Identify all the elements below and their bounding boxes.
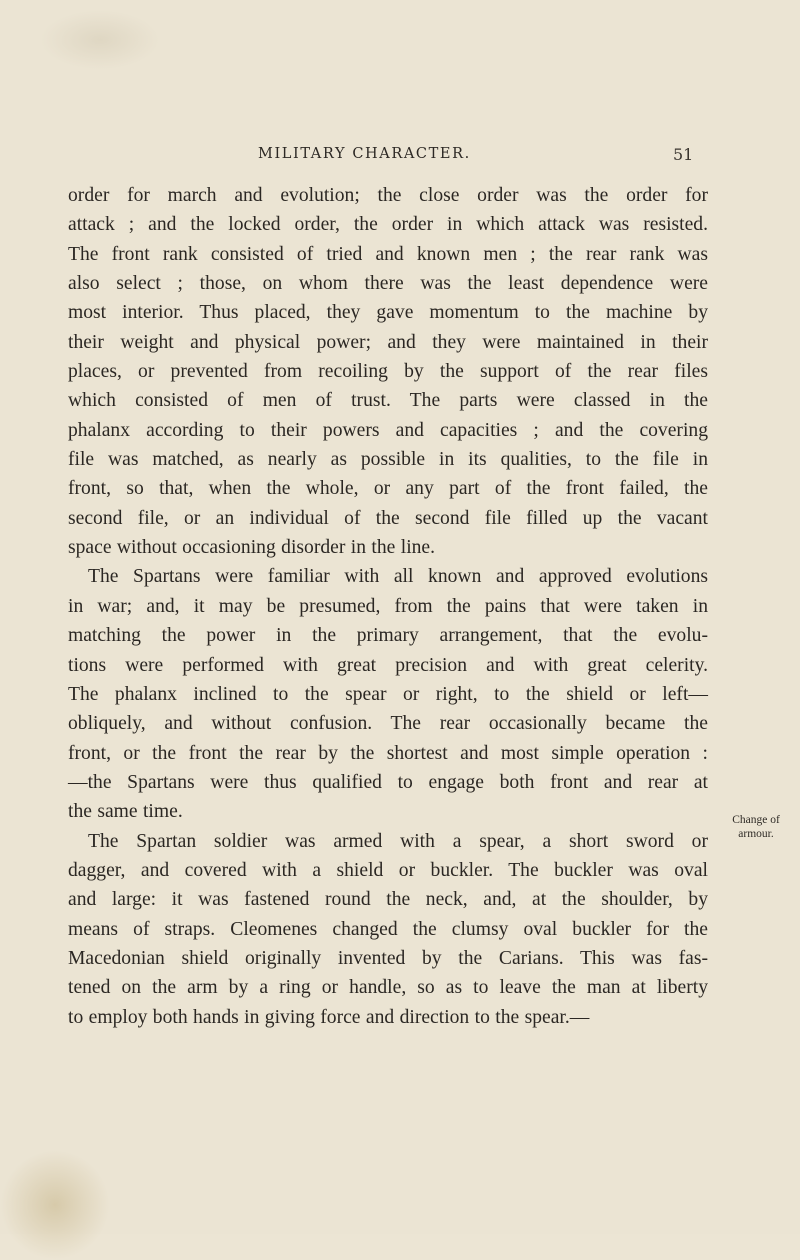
text-line: obliquely, and without confusion. The rear occasionally became the bbox=[68, 713, 708, 735]
text-line: to employ both hands in giving force and direction to the spear.— bbox=[68, 1006, 590, 1028]
text-line: their weight and physical power; and they were maintained in their bbox=[68, 331, 708, 353]
paper-stain-bottom-left bbox=[0, 1150, 110, 1260]
text-line: which consisted of men of trust. The parts were classed in the bbox=[68, 390, 708, 412]
text-line: also select ; those, on whom there was the least dependence were bbox=[68, 273, 708, 295]
text-line: The phalanx inclined to the spear or right, to the shield or left— bbox=[68, 683, 708, 705]
text-line: tions were performed with great precision and with great celerity. bbox=[68, 654, 708, 676]
text-line: attack ; and the locked order, the order in which attack was resisted. bbox=[68, 214, 708, 236]
text-line: tened on the arm by a ring or handle, so as to leave the man at liberty bbox=[68, 977, 708, 999]
text-line: space without occasioning disorder in the line. bbox=[68, 537, 436, 559]
margin-note-line: armour. bbox=[738, 828, 774, 840]
text-line: phalanx according to their powers and capacities ; and the covering bbox=[68, 419, 708, 441]
running-title: MILITARY CHARACTER. bbox=[258, 146, 471, 162]
text-line: the same time. bbox=[68, 801, 183, 823]
text-line: and large: it was fastened round the neck, and, at the shoulder, by bbox=[68, 889, 708, 911]
page-number: 51 bbox=[673, 145, 694, 164]
text-line: front, so that, when the whole, or any part of the front failed, the bbox=[68, 478, 708, 500]
margin-note bbox=[716, 813, 796, 841]
text-line: dagger, and covered with a shield or buckler. The buckler was oval bbox=[68, 859, 708, 881]
text-line: Macedonian shield originally invented by the Carians. This was fas- bbox=[68, 947, 708, 969]
text-line: most interior. Thus placed, they gave momentum to the machine by bbox=[68, 302, 708, 324]
text-line: order for march and evolution; the close order was the order for bbox=[68, 185, 708, 206]
text-line: The front rank consisted of tried and known men ; the rear rank was bbox=[68, 243, 708, 265]
margin-note-line: Change of bbox=[732, 814, 780, 826]
text-line: matching the power in the primary arrangement, that the evolu- bbox=[68, 625, 708, 647]
paper-stain-top-left bbox=[40, 10, 160, 70]
body-text bbox=[68, 181, 708, 1032]
text-line: file was matched, as nearly as possible in its qualities, to the file in bbox=[68, 449, 708, 471]
running-head bbox=[0, 146, 800, 166]
text-line: The Spartans were familiar with all known and approved evolutions bbox=[88, 566, 708, 588]
text-line: —the Spartans were thus qualified to engage both front and rear at bbox=[68, 771, 708, 793]
text-line: front, or the front the rear by the shortest and most simple operation : bbox=[68, 742, 708, 764]
text-line: means of straps. Cleomenes changed the clumsy oval buckler for the bbox=[68, 918, 708, 940]
text-line: second file, or an individual of the second file filled up the vacant bbox=[68, 507, 708, 529]
text-line: places, or prevented from recoiling by the support of the rear files bbox=[68, 361, 708, 383]
text-line: The Spartan soldier was armed with a spear, a short sword or bbox=[88, 830, 708, 852]
text-line: in war; and, it may be presumed, from the pains that were taken in bbox=[68, 595, 708, 617]
